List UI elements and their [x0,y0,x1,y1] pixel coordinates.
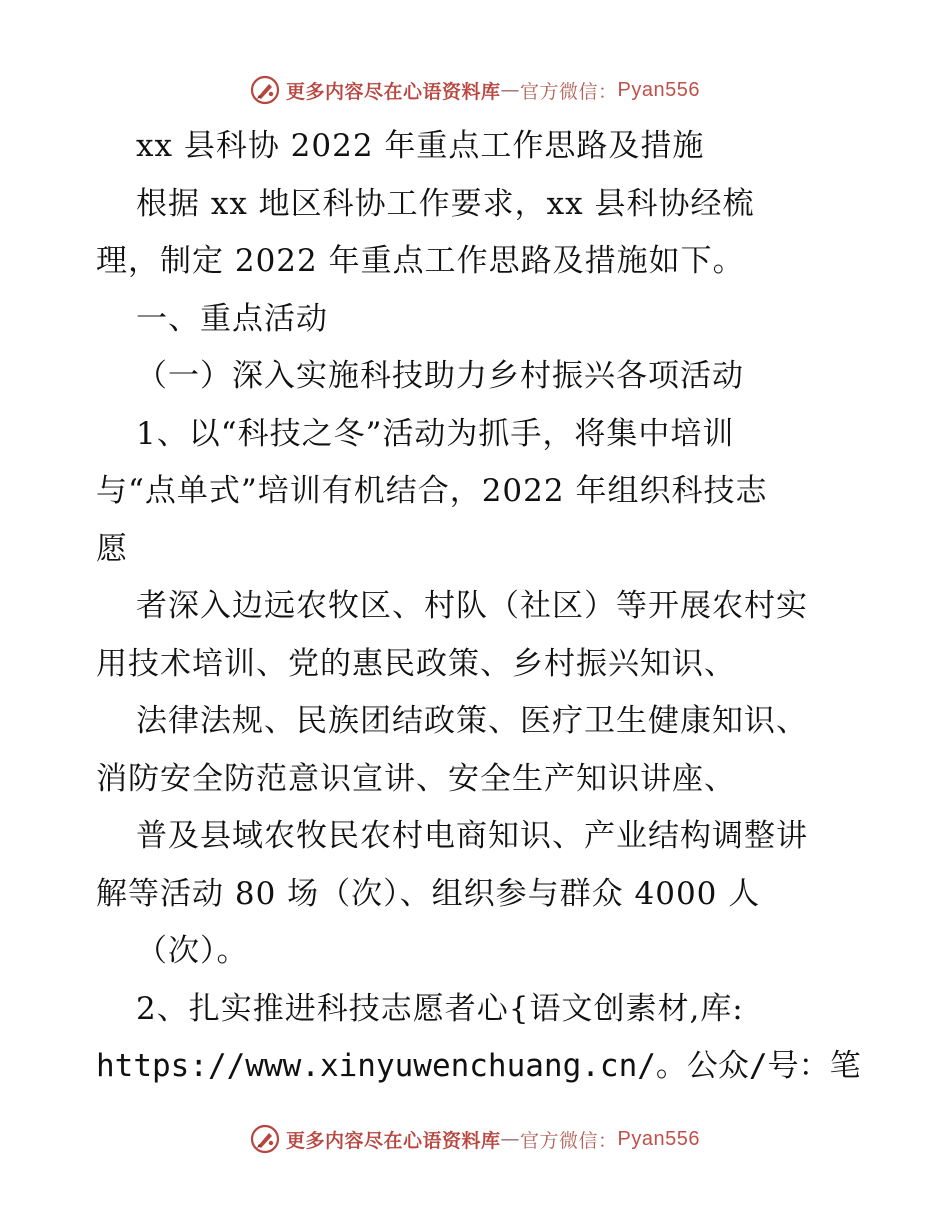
paragraph-line: 愿 [96,530,128,567]
paragraph-line: 消防安全防范意识宣讲、安全生产知识讲座、 [96,760,736,797]
paragraph-line-url: https://www.xinyuwenchuang.cn/。公众/号：笔 [96,1048,861,1084]
header-watermark-separator: — [500,79,521,101]
paragraph-line: 2、扎实推进科技志愿者心{语文创素材,库: [136,990,744,1027]
header-watermark-banner [0,70,950,110]
footer-watermark-title: 更多内容尽在心语资料库 [286,1129,501,1152]
paragraph-line: 者深入边远农牧区、村队（社区）等开展农村实 [136,588,808,624]
header-watermark-contact-label: 官方微信： [520,80,618,103]
paragraph-line: 解等活动 80 场（次）、组织参与群众 4000 人 [96,875,761,912]
footer-watermark-banner [0,1119,950,1159]
header-watermark-contact-id: Pyan556 [617,78,700,101]
paragraph-line: 理，制定 2022 年重点工作思路及措施如下。 [96,243,745,279]
paragraph-line: 根据 xx 地区科协工作要求，xx 县科协经梳 [136,185,755,222]
paragraph-line: 普及县域农牧民农村电商知识、产业结构调整讲 [136,818,808,854]
document-title: xx 县科协 2022 年重点工作思路及措施 [136,128,705,164]
paragraph-line: 用技术培训、党的惠民政策、乡村振兴知识、 [96,645,736,682]
subsection-heading: （一）深入实施科技助力乡村振兴各项活动 [136,358,744,394]
document-body [96,118,886,1096]
footer-watermark-separator: — [500,1128,521,1150]
footer-watermark-contact-label: 官方微信： [520,1129,618,1152]
paragraph-line: 与“点单式”培训有机结合，2022 年组织科技志 [96,473,768,509]
pen-logo-icon [250,1124,280,1154]
footer-watermark-text [286,1126,700,1153]
pen-logo-icon [250,75,280,105]
section-heading: 一、重点活动 [136,300,328,337]
header-watermark-title: 更多内容尽在心语资料库 [286,80,501,103]
footer-watermark-contact-id: Pyan556 [617,1127,700,1150]
header-watermark-text [286,77,700,104]
paragraph-line: （次）。 [136,933,249,969]
paragraph-line: 法律法规、民族团结政策、医疗卫生健康知识、 [136,703,808,739]
paragraph-line: 1、以“科技之冬”活动为抓手，将集中培训 [136,415,735,452]
